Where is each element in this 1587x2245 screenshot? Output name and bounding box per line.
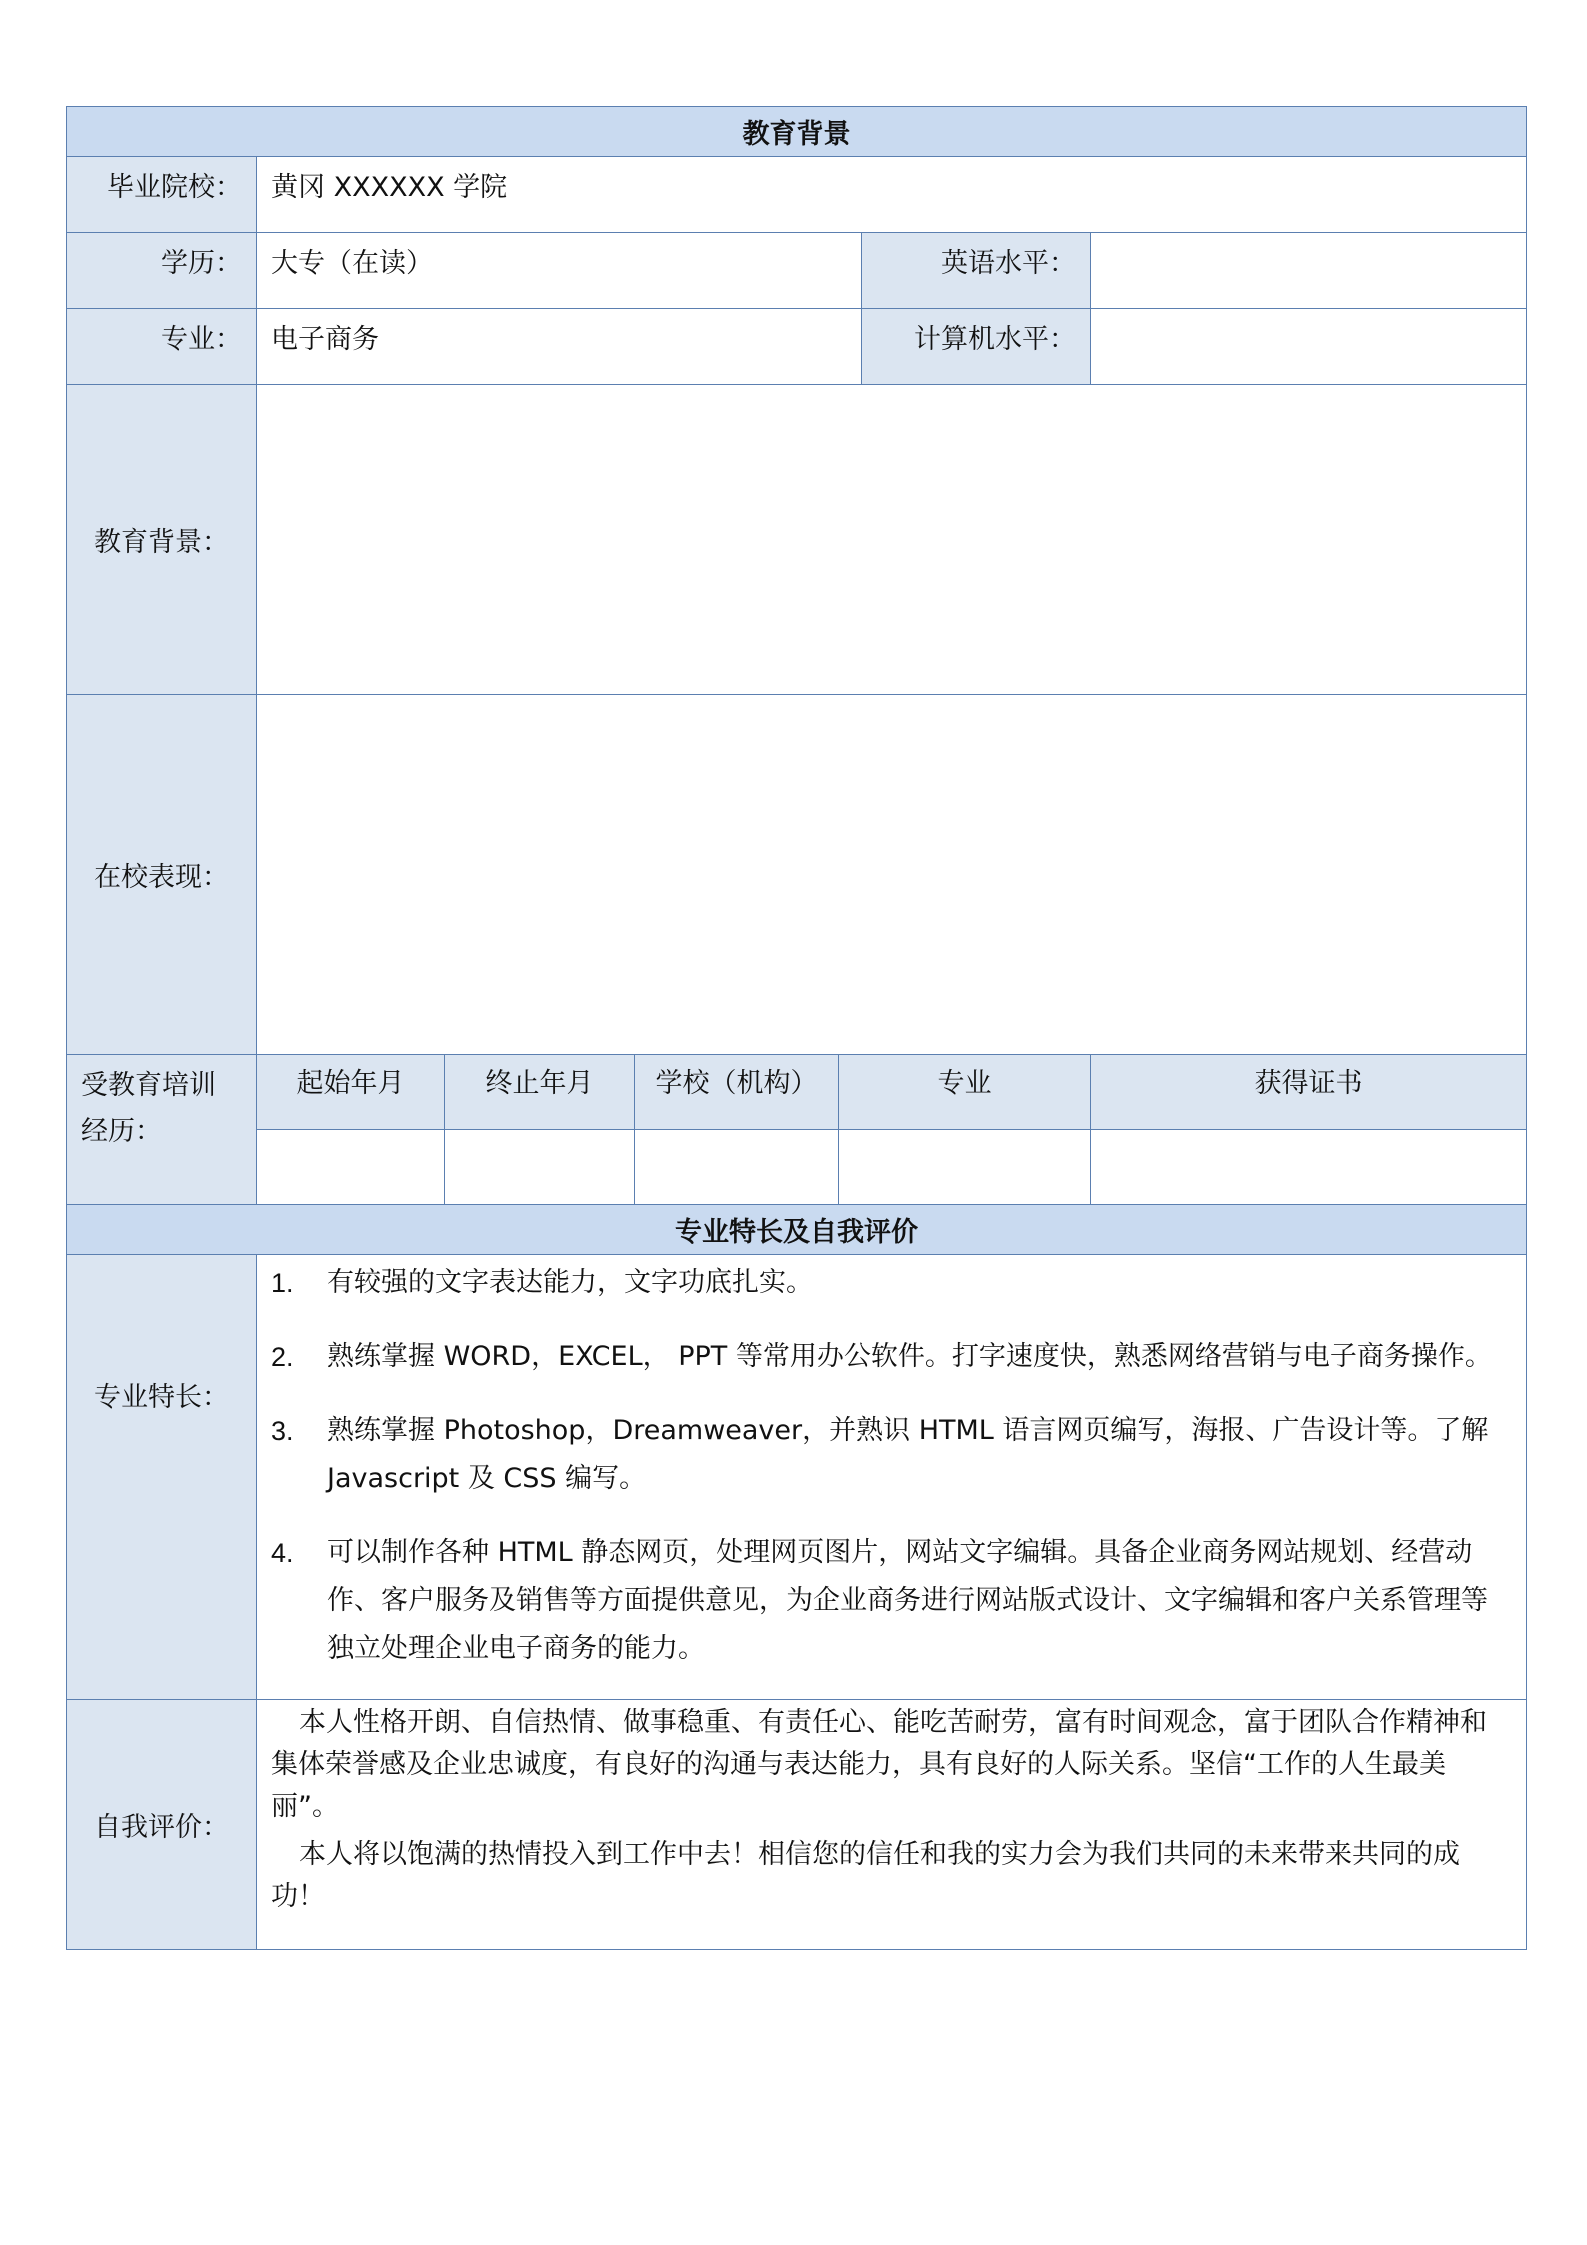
skill-number: 2. xyxy=(271,1342,294,1372)
self-evaluation-label: 自我评价： xyxy=(67,1700,257,1950)
training-end-cell[interactable] xyxy=(445,1130,635,1205)
training-col-start: 起始年月 xyxy=(257,1055,445,1130)
major-value[interactable]: 电子商务 xyxy=(257,309,862,385)
skill-text: 熟练掌握 Photoshop，Dreamweaver，并熟识 HTML 语言网页编写，海报、广告设计等。了解 Javascript 及 CSS 编写。 xyxy=(327,1415,1489,1494)
skills-list xyxy=(271,1259,1512,1673)
skills-section-title: 专业特长及自我评价 xyxy=(67,1205,1527,1255)
training-col-school: 学校（机构） xyxy=(635,1055,839,1130)
computer-level-label: 计算机水平： xyxy=(862,309,1091,385)
computer-level-value[interactable] xyxy=(1091,309,1527,385)
training-col-end: 终止年月 xyxy=(445,1055,635,1130)
english-level-label: 英语水平： xyxy=(862,233,1091,309)
training-certificate-cell[interactable] xyxy=(1091,1130,1527,1205)
self-evaluation-paragraph: 本人将以饱满的热情投入到工作中去！相信您的信任和我的实力会为我们共同的未来带来共同的成功！ xyxy=(271,1839,1460,1912)
resume-table xyxy=(66,106,1527,1950)
training-col-major: 专业 xyxy=(839,1055,1091,1130)
skills-list-item xyxy=(271,1407,1502,1503)
training-school-cell[interactable] xyxy=(635,1130,839,1205)
major-label: 专业： xyxy=(67,309,257,385)
education-section-title: 教育背景 xyxy=(67,107,1527,157)
skill-number: 1. xyxy=(271,1268,294,1298)
self-evaluation-paragraph: 本人性格开朗、自信热情、做事稳重、有责任心、能吃苦耐劳，富有时间观念，富于团队合作精神和集体荣誉感及企业忠诚度，有良好的沟通与表达能力，具有良好的人际关系。坚信“工作的人生最美丽”。 xyxy=(271,1707,1487,1822)
school-label: 毕业院校： xyxy=(67,157,257,233)
skills-label: 专业特长： xyxy=(67,1255,257,1700)
training-col-certificate: 获得证书 xyxy=(1091,1055,1527,1130)
skill-text: 有较强的文字表达能力，文字功底扎实。 xyxy=(327,1267,813,1298)
skill-text: 可以制作各种 HTML 静态网页，处理网页图片，网站文字编辑。具备企业商务网站规划、经营动作、客户服务及销售等方面提供意见，为企业商务进行网站版式设计、文字编辑和客户关系管理等独立处理企业电子商务的能力。 xyxy=(327,1537,1488,1664)
skills-content xyxy=(257,1255,1527,1700)
skill-text: 熟练掌握 WORD，EXCEL， PPT 等常用办公软件。打字速度快，熟悉网络营销与电子商务操作。 xyxy=(327,1341,1492,1372)
skills-list-item xyxy=(271,1259,1502,1307)
skill-number: 4. xyxy=(271,1538,294,1568)
training-label: 受教育培训经历： xyxy=(67,1055,257,1205)
resume-sheet xyxy=(66,106,1526,1950)
self-evaluation-content xyxy=(257,1700,1527,1950)
skills-list-item xyxy=(271,1529,1502,1673)
training-start-cell[interactable] xyxy=(257,1130,445,1205)
school-performance-label: 在校表现： xyxy=(67,695,257,1055)
skill-number: 3. xyxy=(271,1416,294,1446)
education-background-value[interactable] xyxy=(257,385,1527,695)
skills-list-item xyxy=(271,1333,1502,1381)
training-major-cell[interactable] xyxy=(839,1130,1091,1205)
degree-label: 学历： xyxy=(67,233,257,309)
degree-value[interactable]: 大专（在读） xyxy=(257,233,862,309)
school-value[interactable]: 黄冈 XXXXXX 学院 xyxy=(257,157,1527,233)
education-background-label: 教育背景： xyxy=(67,385,257,695)
english-level-value[interactable] xyxy=(1091,233,1527,309)
school-performance-value[interactable] xyxy=(257,695,1527,1055)
